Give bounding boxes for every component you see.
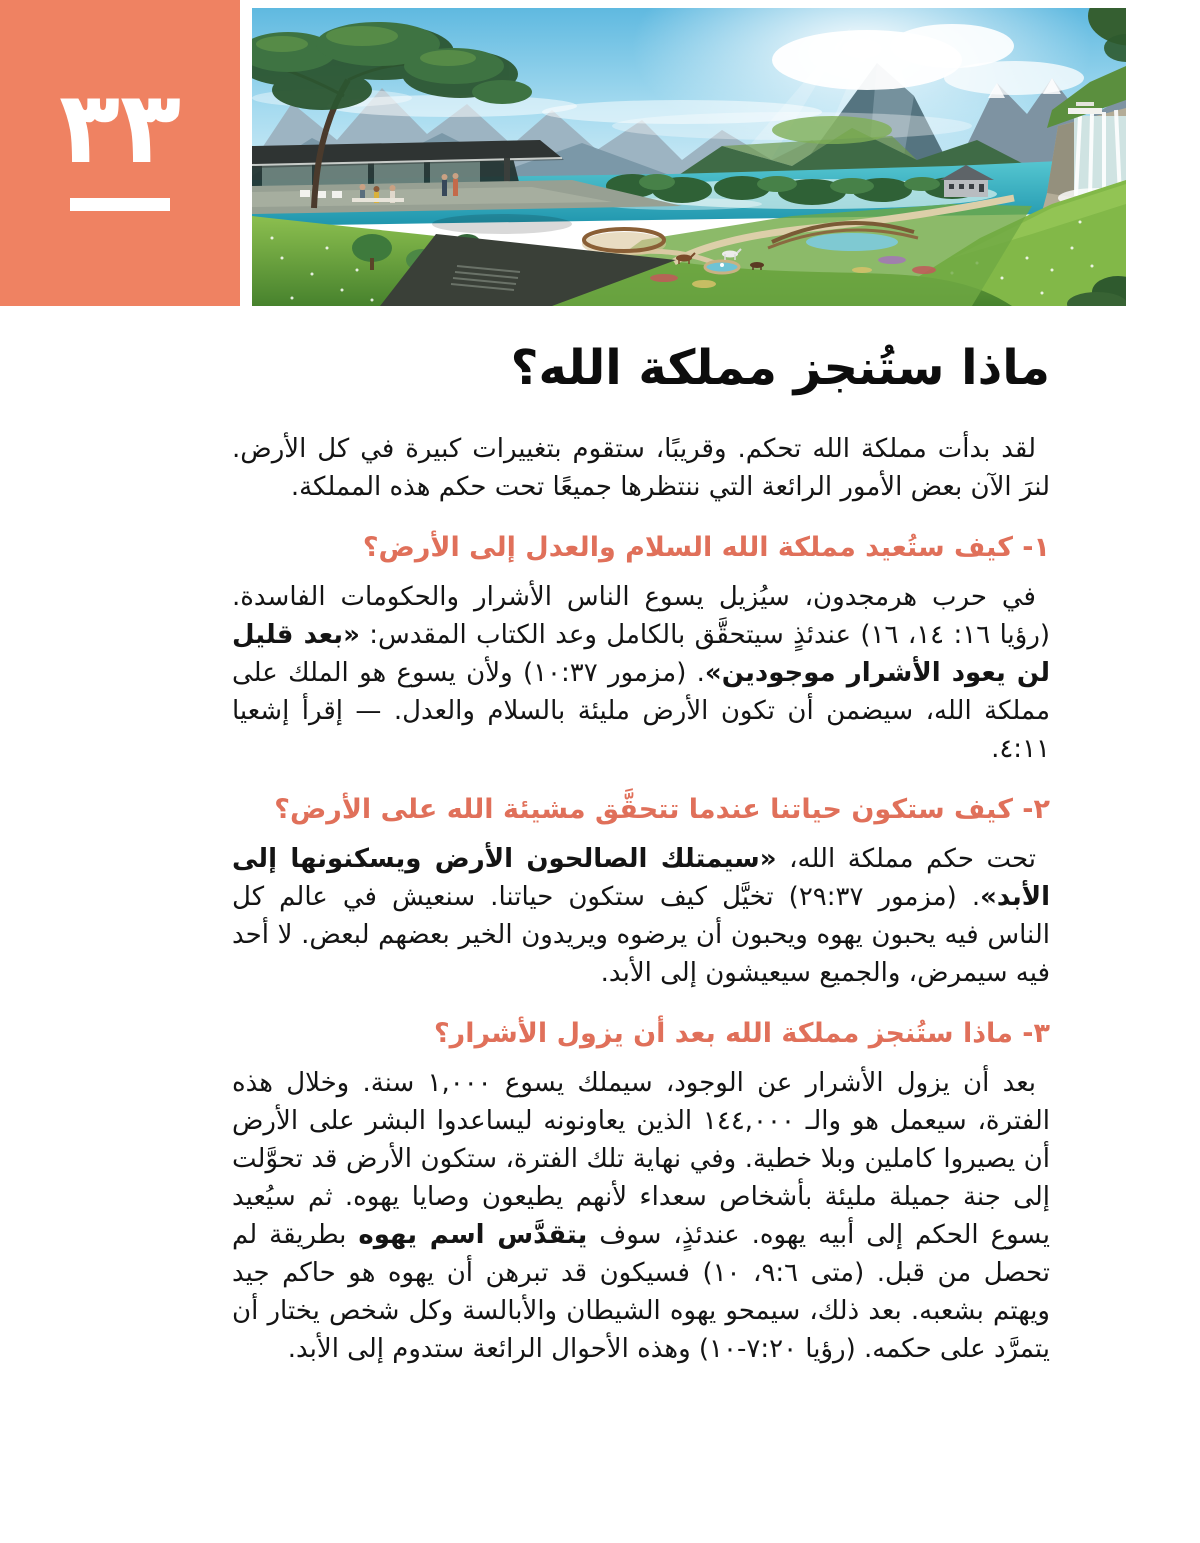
hero-image-paradise xyxy=(252,8,1126,306)
section-3-heading: ٣- ماذا ستُنجز مملكة الله بعد أن يزول الأشرار؟ xyxy=(434,1018,1050,1049)
lesson-number: ٣٣ xyxy=(58,69,182,186)
article-title: ماذا ستُنجز مملكة الله؟ xyxy=(510,340,1050,396)
section-3-paragraph: بعد أن يزول الأشرار عن الوجود، سيملك يسوع ١,٠٠٠ سنة. وخلال هذه الفترة، سيعمل هو والـ ١٤٤,٠٠٠ الذين يعاونونه ليساعدوا البشر على الأرض أن يصيروا كاملين وبلا خطية. وفي نهاية تلك الفترة، ستكون الأرض قد تحوَّلت إلى جنة جميلة مليئة بأشخاص سعداء لأنهم يطيعون وصايا يهوه. ثم سيُعيد يسوع الحكم إلى أبيه يهوه. عندئذٍ، سوف يتقدَّس اسم يهوه بطريقة لم تحصل من قبل. (متى ٩:٦، ١٠) فسيكون قد تبرهن أن يهوه هو حاكم جيد ويهتم بشعبه. بعد ذلك، سيمحو يهوه الشيطان والأبالسة وكل شخص يختار أن يتمرَّد على حكمه. (رؤيا ٧:٢٠-١٠) وهذه الأحوال الرائعة ستدوم إلى الأبد. xyxy=(232,1068,1050,1364)
article-body xyxy=(232,338,1050,1382)
intro-paragraph: لقد بدأت مملكة الله تحكم. وقريبًا، ستقوم بتغييرات كبيرة في كل الأرض. لنرَ الآن بعض الأمور الرائعة التي ننتظرها جميعًا تحت حكم هذه المملكة. xyxy=(232,434,1050,502)
section-1-heading: ١- كيف ستُعيد مملكة الله السلام والعدل إلى الأرض؟ xyxy=(362,532,1050,563)
section-1-paragraph: في حرب هرمجدون، سيُزيل يسوع الناس الأشرار والحكومات الفاسدة. (رؤيا ١٦: ١٤، ١٦) عندئذٍ سيتحقَّق بالكامل وعد الكتاب المقدس: «بعد قليل لن يعود الأشرار موجودين». (مزمور ١٠:٣٧) ولأن يسوع هو الملك على مملكة الله، سيضمن أن تكون الأرض مليئة بالسلام والعدل. — إقرأ إشعيا ٤:١١. xyxy=(232,582,1051,764)
lesson-number-underline xyxy=(70,198,170,211)
section-2-heading: ٢- كيف ستكون حياتنا عندما تتحقَّق مشيئة الله على الأرض؟ xyxy=(274,794,1050,825)
section-2-paragraph: تحت حكم مملكة الله، «سيمتلك الصالحون الأرض ويسكنونها إلى الأبد». (مزمور ٢٩:٣٧) تخيَّل كيف ستكون حياتنا. سنعيش في عالم كل الناس فيه يحبون يهوه ويحبون أن يرضوه ويريدون الخير بعضهم لبعض. لا أحد فيه سيمرض، والجميع سيعيشون إلى الأبد. xyxy=(232,844,1050,988)
lesson-number-box xyxy=(0,0,240,306)
